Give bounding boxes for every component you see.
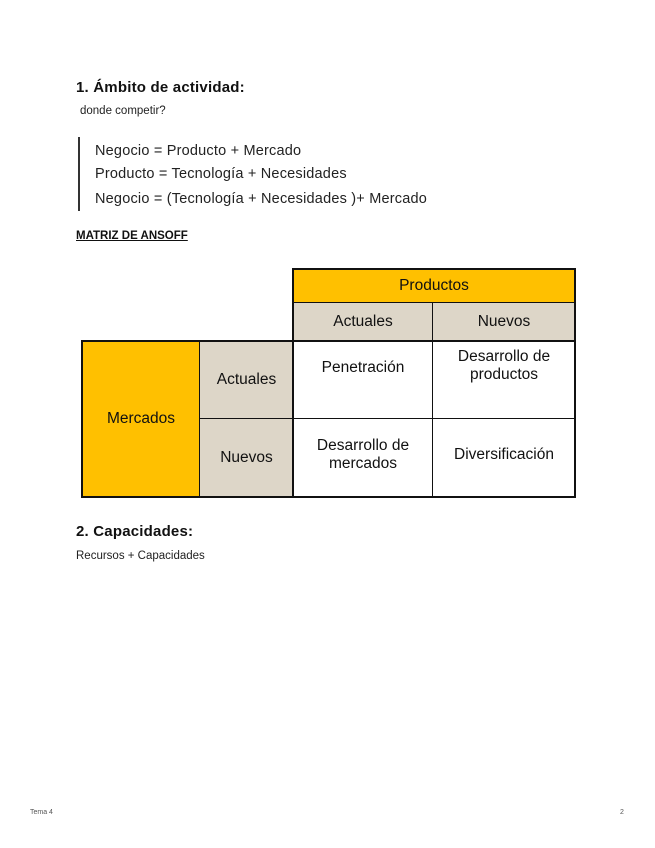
grid-line (81, 340, 83, 498)
section-1-heading: 1. Ámbito de actividad: (76, 79, 245, 96)
col-header-nuevos: Nuevos (433, 303, 575, 341)
productos-header: Productos (293, 269, 575, 303)
grid-line (199, 340, 200, 498)
grid-line (81, 496, 576, 498)
grid-line (292, 268, 576, 270)
grid-line (432, 302, 433, 498)
col-header-actuales: Actuales (293, 303, 433, 341)
section-2-heading: 2. Capacidades: (76, 523, 194, 540)
footer-chapter: Tema 4 (30, 809, 53, 816)
footer-page-number: 2 (620, 809, 624, 816)
mercados-header: Mercados (82, 341, 200, 497)
grid-line (200, 418, 576, 419)
cell-penetracion: Penetración (293, 341, 433, 419)
section-2-body: Recursos + Capacidades (76, 550, 205, 562)
formula-line-3: Negocio = (Tecnología + Necesidades )+ Mercado (95, 191, 428, 207)
cell-desarrollo-mercados: Desarrollo de mercados (293, 419, 433, 497)
row-header-actuales: Actuales (200, 341, 293, 419)
row-header-nuevos: Nuevos (200, 419, 293, 497)
formula-line-2: Producto = Tecnología + Necesidades (95, 166, 347, 182)
cell-desarrollo-productos: Desarrollo de productos (433, 341, 575, 419)
quote-bar (78, 137, 80, 211)
matriz-title: MATRIZ DE ANSOFF (76, 230, 188, 242)
grid-line (81, 340, 576, 342)
section-1-subtitle: donde competir? (80, 105, 166, 117)
grid-line (292, 302, 576, 303)
formula-line-1: Negocio = Producto + Mercado (95, 143, 302, 159)
cell-diversificacion: Diversificación (433, 419, 575, 497)
